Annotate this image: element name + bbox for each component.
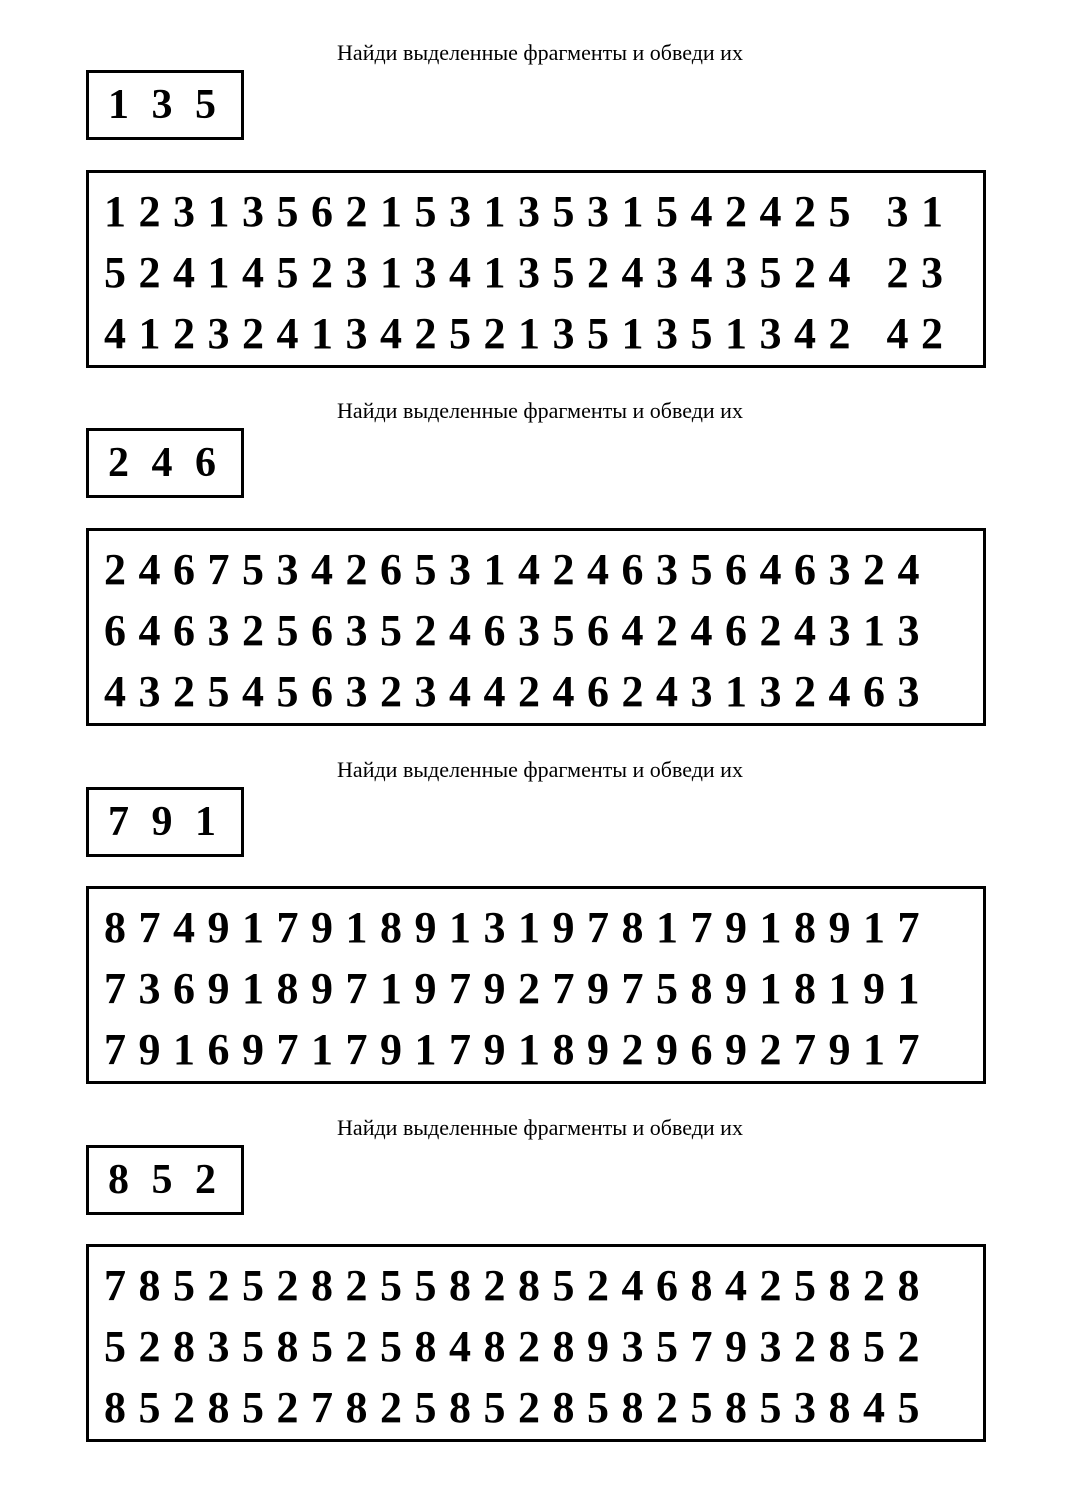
digit-row: 246753426531424635646324 <box>104 545 932 594</box>
digit-grid <box>86 886 986 1084</box>
digit-row: 5241452313413524343524 23 <box>104 248 956 297</box>
digit-row: 1231356215313531542425 31 <box>104 187 956 236</box>
digit-row: 528358525848289357932852 <box>104 1322 932 1371</box>
instruction-text: Найди выделенные фрагменты и обведи их <box>337 1115 743 1140</box>
digit-row: 432545632344246243132463 <box>104 667 932 716</box>
digit-grid <box>86 1244 986 1442</box>
digit-row: 646325635246356424624313 <box>104 606 932 655</box>
instruction-text: Найди выделенные фрагменты и обведи их <box>337 398 743 423</box>
digit-row: 852852782585285825853845 <box>104 1383 932 1432</box>
digit-row: 785252825582852468425828 <box>104 1261 932 1310</box>
digit-row: 736918971979279758918191 <box>104 964 932 1013</box>
instruction-text: Найди выделенные фрагменты и обведи их <box>337 757 743 782</box>
target-fragment: 8 5 2 <box>86 1145 244 1215</box>
target-fragment: 1 3 5 <box>86 70 244 140</box>
digit-grid <box>86 170 986 368</box>
digit-row: 874917918913197817918917 <box>104 903 932 952</box>
digit-grid <box>86 528 986 726</box>
target-fragment: 7 9 1 <box>86 787 244 857</box>
digit-row: 791697179179189296927917 <box>104 1025 932 1074</box>
instruction-text: Найди выделенные фрагменты и обведи их <box>337 40 743 65</box>
target-fragment: 2 4 6 <box>86 428 244 498</box>
digit-row: 4123241342521351351342 42 <box>104 309 956 358</box>
